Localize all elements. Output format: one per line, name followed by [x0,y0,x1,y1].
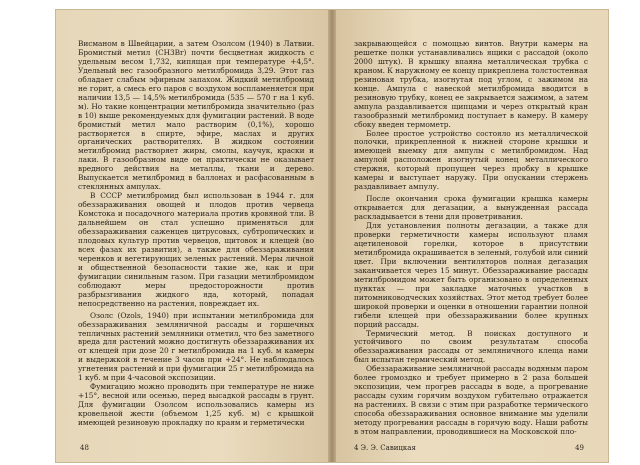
left-page-number: 48 [80,444,89,452]
left-paragraph-2: В СССР метилбромид был использован в 1944 г. для обеззараживания овощей и плодов против червеца Комстока и посадочного материала против кровяной тли. В дальнейшем он стал успешно применяться для обеззараживания саженцев цитрусовых, субтропических и плодовых культур против червецов, щитовок и клещей (во всех фазах их развития), а также для обеззараживания черенков и вегетирующих зеленых растений. Меры личной и общественной безопасности такие же, как и при фумигации синильным газом. При газации метилбромидом соблюдают меры предосторожности против разбрызгивания жидкого яда, который, попадая непосредственно на растения, повреждает их. [78,191,314,308]
left-paragraph-3: Озолс (Ozols, 1940) при испытании метилбромида для обеззараживания земляничной рассады и горшечных тепличных растений земляники отметил, что без заметного вреда для растений можно достигнуть обеззараживания их от клещей при дозе 20 г метилбромида на 1 куб. м камеры и выдержкой в течение 3 часов при +24°. Не наблюдалось угнетения растений и при фумигации 25 г метилбромида на 1 куб. м при 4-часовой экспозиции. [78,310,314,383]
book-spine [328,10,336,462]
right-paragraph-4: Для установления полноты дегазации, а также для проверки герметичности камеры используют пламя ацетиленовой горелки, которое в присутствии метилбромида окрашивается в зеленый, голубой или синий цвет. При включении вентиляторов полная дегазация заканчивается через 15 минут. Обеззараживание рассады метилбромидом может быть организовано в определенных пунктах — при закладке маточных участков в питомниководческих хозяйствах. Этот метод требует более широкой проверки и оценки в отношении гарантии полной гибели клещей при обеззараживании более крупных порций рассады. [354,221,588,329]
right-page-text [354,40,588,437]
left-page [56,10,332,462]
right-paragraph-2: Более простое устройство состояло из металлической полочки, прикрепленной к нижней стороне крышки и имеющей выемку для ампулы с метилбромидом. Над ампулой расположен изогнутый конец металлического стержня, который пропущен через пробку в крышке камеры и выступает наружу. При опускании стержень раздавливает ампулу. [354,128,588,192]
right-paragraph-6: Обеззараживание земляничной рассады водяным паром более громоздко и требует примерно в 2 раза большей экспозиции, чем прогрев рассады в воде, а прогревание рассады сухим горячим воздухом губительно отражается на растениях. В связи с этим при разработке термического способа обеззараживания основное внимание мы уделили методу прогревания рассады в горячую воду. Наши работы в этом направлении, проводившиеся на Московской пло- [354,364,588,436]
printer-signature: 4 Э. Э. Савицкая [354,444,416,452]
right-paragraph-5: Термический метод. В поисках доступного и устойчивого по своим результатам способа обеззараживания рассады от земляничного клеща нами был испытан термический метод. [354,328,588,365]
right-page-number: 49 [575,444,584,452]
left-page-text [78,40,314,428]
right-paragraph-3: После окончания срока фумигации крышка камеры открывается для дегазации, а вынужденная рассада раскладывается в тени для проветривания. [354,194,588,222]
right-page [332,10,608,462]
left-paragraph-1: Висманом в Швейцарии, а затем Озолсом (1940) в Латвии. Бромистый метил (CH3Br) почти бесцветная жидкость с удельным весом 1,732, кипящая при температуре +4,5°. Удельный вес газообразного метилбромида 3,29. Этот газ обладает слабым эфирным запахом. Жидкий метилбромид не горит, а смесь его паров с воздухом воспламеняется при наличии 13,5 — 14,5% метилбромида (535 — 570 г на 1 куб. м). Но такие концентрации метилбромида значительно (раз в 10) выше рекомендуемых для фумигации растений. В воде бромистый метил мало растворим (0,1%), хорошо растворяется в спирте, эфире, маслах и других органических растворителях. В жидком состоянии метилбромид растворяет жиры, смолы, каучук, краски и лаки. В газообразном виде он практически не оказывает вредного действия на металлы, ткани и дерево. Выпускается метилбромид в баллонах и расфасованным в стеклянных ампулах. [78,39,314,192]
left-paragraph-4: Фумигацию можно проводить при температуре не ниже +15°, весной или осенью, перед высадкой рассады в грунт. Для фумигации Озолсом использовались камеры из кровельной жести (объемом 1,25 куб. м) с крышкой имеющей резиновую прокладку по краям и герметически [78,382,314,428]
open-book [56,10,608,462]
right-paragraph-1: закрывающейся с помощью винтов. Внутри камеры на решетке полки устанавливались ящики с рассадой (около 2000 штук). В крышку впаяна металлическая трубка с краном. К наружному ее концу прикреплена толстостенная резиновая трубка, изогнутая под углом, с зажимом на конце. Ампула с навеской метилбромида вводится в резиновую трубку, конец ее закрывается зажимом, а затем ампула раздавливается щипцами и через открытый кран газообразный метилбромид поступает в камеру. В камеру сбоку введен термометр. [354,39,588,129]
